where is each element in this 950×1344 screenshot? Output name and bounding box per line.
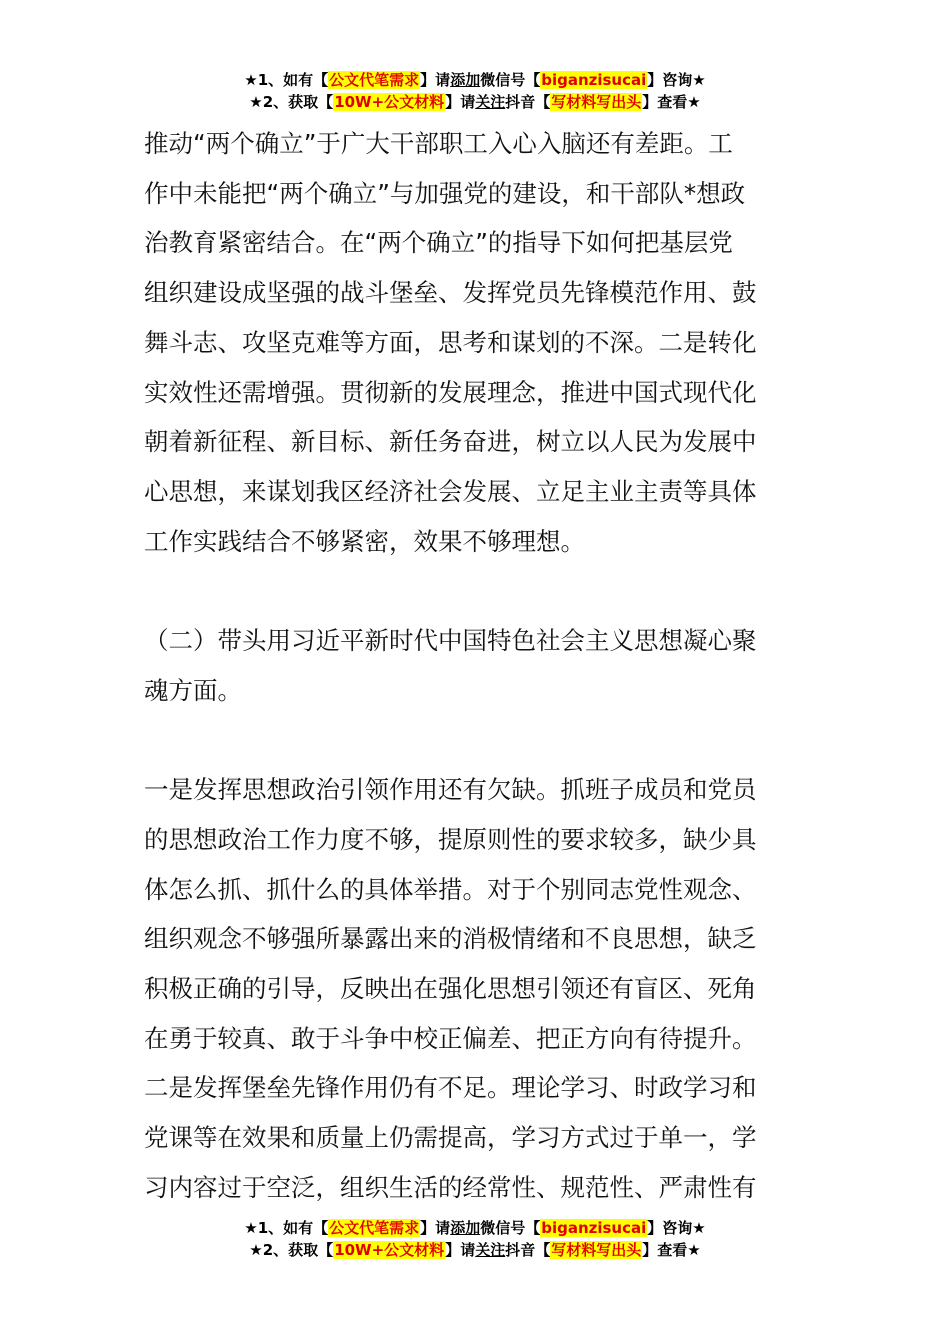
footer-highlight-douyin: 写材料写出头 (551, 1241, 642, 1259)
body-line: 积极正确的引导，反映出在强化思想引领还有盲区、死角 (144, 973, 757, 1003)
header-highlight-wechat-id: biganzisucai (541, 71, 647, 89)
footer-highlight-wechat-id: biganzisucai (541, 1219, 647, 1237)
paragraph-gap (144, 715, 808, 765)
body-line: 党课等在效果和质量上仍需提高，学习方式过于单一，学 (144, 1123, 757, 1153)
body-line: 的思想政治工作力度不够，提原则性的要求较多，缺少具 (144, 824, 757, 854)
body-line: 体怎么抓、抓什么的具体举措。对于个别同志党性观念、 (144, 874, 757, 904)
body-line: 一是发挥思想政治引领作用还有欠缺。抓班子成员和党员 (144, 775, 757, 805)
footer-banner-line-1: ★1、如有【公文代笔需求】请添加微信号【biganzisucai】咨询★ (244, 1219, 706, 1237)
body-line: 推动“两个确立”于广大干部职工入心入脑还有差距。工 (144, 129, 733, 158)
body-line: 组织观念不够强所暴露出来的消极情绪和不良思想，缺乏 (144, 924, 757, 954)
header-highlight-materials: 10W+公文材料 (334, 93, 445, 111)
header-highlight-douyin: 写材料写出头 (551, 93, 642, 111)
body-line: 实效性还需增强。贯彻新的发展理念，推进中国式现代化 (144, 377, 757, 407)
body-line: 心思想，来谋划我区经济社会发展、立足主业主责等具体 (144, 476, 757, 506)
body-line: 舞斗志、攻坚克难等方面，思考和谋划的不深。二是转化 (144, 327, 757, 357)
body-line: 在勇于较真、敢于斗争中校正偏差、把正方向有待提升。 (144, 1023, 757, 1053)
header-highlight-service: 公文代笔需求 (329, 71, 420, 89)
footer-highlight-service: 公文代笔需求 (329, 1219, 420, 1237)
body-line: 习内容过于空泛，组织生活的经常性、规范性、严肃性有 (144, 1172, 757, 1202)
body-line: 组织建设成坚强的战斗堡垒、发挥党员先锋模范作用、鼓 (144, 278, 757, 308)
footer-banner (0, 1217, 950, 1261)
footer-highlight-materials: 10W+公文材料 (334, 1241, 445, 1259)
footer-banner-line-2: ★2、获取【10W+公文材料】请关注抖音【写材料写出头】查看★ (249, 1241, 701, 1259)
section-heading-line: 魂方面。 (144, 675, 242, 705)
header-banner (0, 69, 950, 113)
body-line: 朝着新征程、新目标、新任务奋进，树立以人民为发展中 (144, 427, 757, 457)
header-banner-line-1: ★1、如有【公文代笔需求】请添加微信号【biganzisucai】咨询★ (244, 71, 706, 89)
paragraph-gap (144, 566, 808, 616)
body-line: 二是发挥堡垒先锋作用仍有不足。理论学习、时政学习和 (144, 1073, 757, 1103)
document-body (144, 119, 808, 1212)
body-line: 工作实践结合不够紧密，效果不够理想。 (144, 526, 585, 556)
section-heading-line: （二）带头用习近平新时代中国特色社会主义思想凝心聚 (144, 626, 757, 656)
header-banner-line-2: ★2、获取【10W+公文材料】请关注抖音【写材料写出头】查看★ (249, 93, 701, 111)
body-line: 作中未能把“两个确立”与加强党的建设，和干部队*想政 (144, 178, 746, 208)
body-line: 治教育紧密结合。在“两个确立”的指导下如何把基层党 (144, 228, 733, 258)
